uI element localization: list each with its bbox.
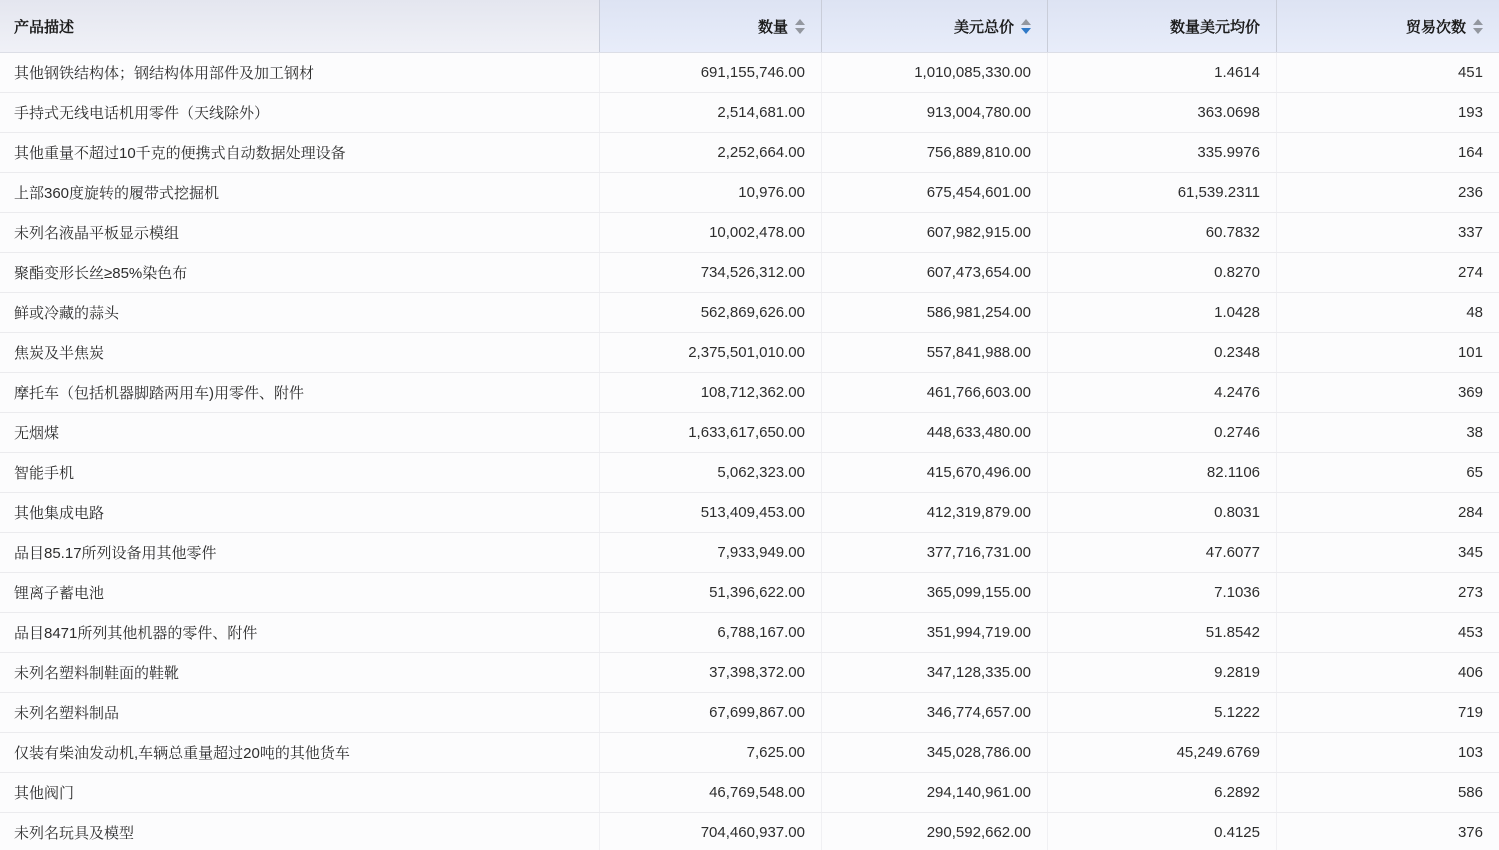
column-header-avg-price-label: 数量美元均价 xyxy=(1169,18,1260,36)
cell-quantity: 10,002,478.00 xyxy=(600,213,822,252)
cell-avg_price: 0.8270 xyxy=(1048,253,1277,292)
table-row xyxy=(0,173,1499,213)
cell-usd_total: 756,889,810.00 xyxy=(822,133,1048,172)
sort-up-icon[interactable] xyxy=(795,19,805,25)
cell-quantity: 7,933,949.00 xyxy=(600,533,822,572)
cell-avg_price: 0.2348 xyxy=(1048,333,1277,372)
cell-product: 手持式无线电话机用零件（天线除外） xyxy=(0,93,600,132)
cell-usd_total: 345,028,786.00 xyxy=(822,733,1048,772)
cell-product: 无烟煤 xyxy=(0,413,600,452)
cell-quantity: 734,526,312.00 xyxy=(600,253,822,292)
cell-usd_total: 347,128,335.00 xyxy=(822,653,1048,692)
cell-usd_total: 351,994,719.00 xyxy=(822,613,1048,652)
cell-avg_price: 60.7832 xyxy=(1048,213,1277,252)
cell-trade_count: 273 xyxy=(1457,584,1483,601)
cell-trade_count: 101 xyxy=(1457,344,1483,361)
cell-product: 未列名塑料制品 xyxy=(0,693,600,732)
column-header-product xyxy=(0,0,600,52)
cell-avg_price: 363.0698 xyxy=(1048,93,1277,132)
cell-quantity: 1,633,617,650.00 xyxy=(600,413,822,452)
cell-usd_total: 607,982,915.00 xyxy=(822,213,1048,252)
column-header-avg-price xyxy=(1048,0,1277,52)
cell-product: 其他阀门 xyxy=(0,773,600,812)
table-row xyxy=(0,653,1499,693)
cell-usd_total: 294,140,961.00 xyxy=(822,773,1048,812)
table-row xyxy=(0,373,1499,413)
column-header-usd-total[interactable] xyxy=(822,0,1048,52)
cell-avg_price: 0.2746 xyxy=(1048,413,1277,452)
sort-icon[interactable] xyxy=(1473,19,1483,34)
table-row xyxy=(0,453,1499,493)
cell-product: 其他集成电路 xyxy=(0,493,600,532)
cell-avg_price: 335.9976 xyxy=(1048,133,1277,172)
table-row xyxy=(0,333,1499,373)
cell-product: 其他重量不超过10千克的便携式自动数据处理设备 xyxy=(0,133,600,172)
cell-trade_count: 719 xyxy=(1457,704,1483,721)
cell-usd_total: 290,592,662.00 xyxy=(822,813,1048,850)
cell-product: 摩托车（包括机器脚踏两用车)用零件、附件 xyxy=(0,373,600,412)
cell-trade_count: 164 xyxy=(1457,144,1483,161)
cell-trade_count: 236 xyxy=(1457,184,1483,201)
cell-quantity: 2,375,501,010.00 xyxy=(600,333,822,372)
cell-quantity: 2,252,664.00 xyxy=(600,133,822,172)
column-header-product-label: 产品描述 xyxy=(14,18,75,36)
cell-quantity: 6,788,167.00 xyxy=(600,613,822,652)
table-row xyxy=(0,613,1499,653)
table-row xyxy=(0,733,1499,773)
cell-quantity: 2,514,681.00 xyxy=(600,93,822,132)
column-header-quantity-label: 数量 xyxy=(757,18,788,36)
cell-trade_count: 586 xyxy=(1457,784,1483,801)
cell-trade_count: 284 xyxy=(1457,504,1483,521)
table-row xyxy=(0,693,1499,733)
column-header-trade-count-label: 贸易次数 xyxy=(1405,18,1466,36)
sort-down-icon[interactable] xyxy=(1473,28,1483,34)
cell-product: 未列名液晶平板显示模组 xyxy=(0,213,600,252)
cell-product: 仅装有柴油发动机,车辆总重量超过20吨的其他货车 xyxy=(0,733,600,772)
cell-product: 焦炭及半焦炭 xyxy=(0,333,600,372)
cell-usd_total: 607,473,654.00 xyxy=(822,253,1048,292)
cell-avg_price: 0.8031 xyxy=(1048,493,1277,532)
sort-down-icon[interactable] xyxy=(795,28,805,34)
cell-trade_count: 369 xyxy=(1457,384,1483,401)
cell-trade_count: 274 xyxy=(1457,264,1483,281)
column-header-quantity[interactable] xyxy=(600,0,822,52)
table-row xyxy=(0,533,1499,573)
table-row xyxy=(0,573,1499,613)
table-row xyxy=(0,133,1499,173)
cell-avg_price: 5.1222 xyxy=(1048,693,1277,732)
table-row xyxy=(0,773,1499,813)
cell-trade_count: 103 xyxy=(1457,744,1483,761)
column-header-usd-total-label: 美元总价 xyxy=(953,18,1014,36)
cell-product: 智能手机 xyxy=(0,453,600,492)
cell-avg_price: 0.4125 xyxy=(1048,813,1277,850)
table-row xyxy=(0,813,1499,850)
cell-quantity: 37,398,372.00 xyxy=(600,653,822,692)
cell-usd_total: 346,774,657.00 xyxy=(822,693,1048,732)
table-row xyxy=(0,93,1499,133)
cell-quantity: 108,712,362.00 xyxy=(600,373,822,412)
cell-product: 未列名塑料制鞋面的鞋靴 xyxy=(0,653,600,692)
cell-product: 其他钢铁结构体；钢结构体用部件及加工钢材 xyxy=(0,53,600,92)
cell-quantity: 5,062,323.00 xyxy=(600,453,822,492)
column-header-trade-count[interactable] xyxy=(1277,0,1499,52)
cell-trade_count: 453 xyxy=(1457,624,1483,641)
sort-icon[interactable] xyxy=(1021,19,1031,34)
cell-usd_total: 461,766,603.00 xyxy=(822,373,1048,412)
cell-usd_total: 377,716,731.00 xyxy=(822,533,1048,572)
cell-avg_price: 45,249.6769 xyxy=(1048,733,1277,772)
cell-usd_total: 365,099,155.00 xyxy=(822,573,1048,612)
table-row xyxy=(0,213,1499,253)
cell-usd_total: 412,319,879.00 xyxy=(822,493,1048,532)
cell-quantity: 67,699,867.00 xyxy=(600,693,822,732)
cell-trade_count: 345 xyxy=(1457,544,1483,561)
table-body xyxy=(0,53,1499,850)
cell-product: 上部360度旋转的履带式挖掘机 xyxy=(0,173,600,212)
table-row xyxy=(0,493,1499,533)
cell-avg_price: 51.8542 xyxy=(1048,613,1277,652)
cell-trade_count: 38 xyxy=(1466,424,1483,441)
cell-avg_price: 61,539.2311 xyxy=(1048,173,1277,212)
cell-trade_count: 65 xyxy=(1466,464,1483,481)
cell-quantity: 691,155,746.00 xyxy=(600,53,822,92)
cell-avg_price: 82.1106 xyxy=(1048,453,1277,492)
sort-up-icon[interactable] xyxy=(1021,19,1031,25)
cell-quantity: 51,396,622.00 xyxy=(600,573,822,612)
cell-quantity: 513,409,453.00 xyxy=(600,493,822,532)
cell-avg_price: 1.0428 xyxy=(1048,293,1277,332)
cell-usd_total: 913,004,780.00 xyxy=(822,93,1048,132)
cell-trade_count: 376 xyxy=(1457,824,1483,841)
table-row xyxy=(0,413,1499,453)
cell-usd_total: 448,633,480.00 xyxy=(822,413,1048,452)
cell-trade_count: 337 xyxy=(1457,224,1483,241)
cell-trade_count: 48 xyxy=(1466,304,1483,321)
cell-product: 品目85.17所列设备用其他零件 xyxy=(0,533,600,572)
sort-up-icon[interactable] xyxy=(1473,19,1483,25)
cell-quantity: 562,869,626.00 xyxy=(600,293,822,332)
cell-trade_count: 451 xyxy=(1457,64,1483,81)
cell-avg_price: 4.2476 xyxy=(1048,373,1277,412)
table-row xyxy=(0,253,1499,293)
cell-usd_total: 1,010,085,330.00 xyxy=(822,53,1048,92)
sort-down-icon[interactable] xyxy=(1021,28,1031,34)
sort-icon[interactable] xyxy=(795,19,805,34)
table-header-row xyxy=(0,0,1499,53)
cell-usd_total: 557,841,988.00 xyxy=(822,333,1048,372)
cell-avg_price: 47.6077 xyxy=(1048,533,1277,572)
cell-product: 锂离子蓄电池 xyxy=(0,573,600,612)
cell-usd_total: 415,670,496.00 xyxy=(822,453,1048,492)
cell-avg_price: 7.1036 xyxy=(1048,573,1277,612)
cell-product: 品目8471所列其他机器的零件、附件 xyxy=(0,613,600,652)
cell-quantity: 10,976.00 xyxy=(600,173,822,212)
cell-avg_price: 9.2819 xyxy=(1048,653,1277,692)
cell-avg_price: 1.4614 xyxy=(1048,53,1277,92)
cell-trade_count: 406 xyxy=(1457,664,1483,681)
cell-trade_count: 193 xyxy=(1457,104,1483,121)
cell-product: 未列名玩具及模型 xyxy=(0,813,600,850)
cell-usd_total: 675,454,601.00 xyxy=(822,173,1048,212)
cell-usd_total: 586,981,254.00 xyxy=(822,293,1048,332)
table-row xyxy=(0,293,1499,333)
cell-product: 聚酯变形长丝≥85%染色布 xyxy=(0,253,600,292)
cell-product: 鲜或冷藏的蒜头 xyxy=(0,293,600,332)
cell-quantity: 46,769,548.00 xyxy=(600,773,822,812)
cell-quantity: 704,460,937.00 xyxy=(600,813,822,850)
table-row xyxy=(0,53,1499,93)
cell-quantity: 7,625.00 xyxy=(600,733,822,772)
cell-avg_price: 6.2892 xyxy=(1048,773,1277,812)
